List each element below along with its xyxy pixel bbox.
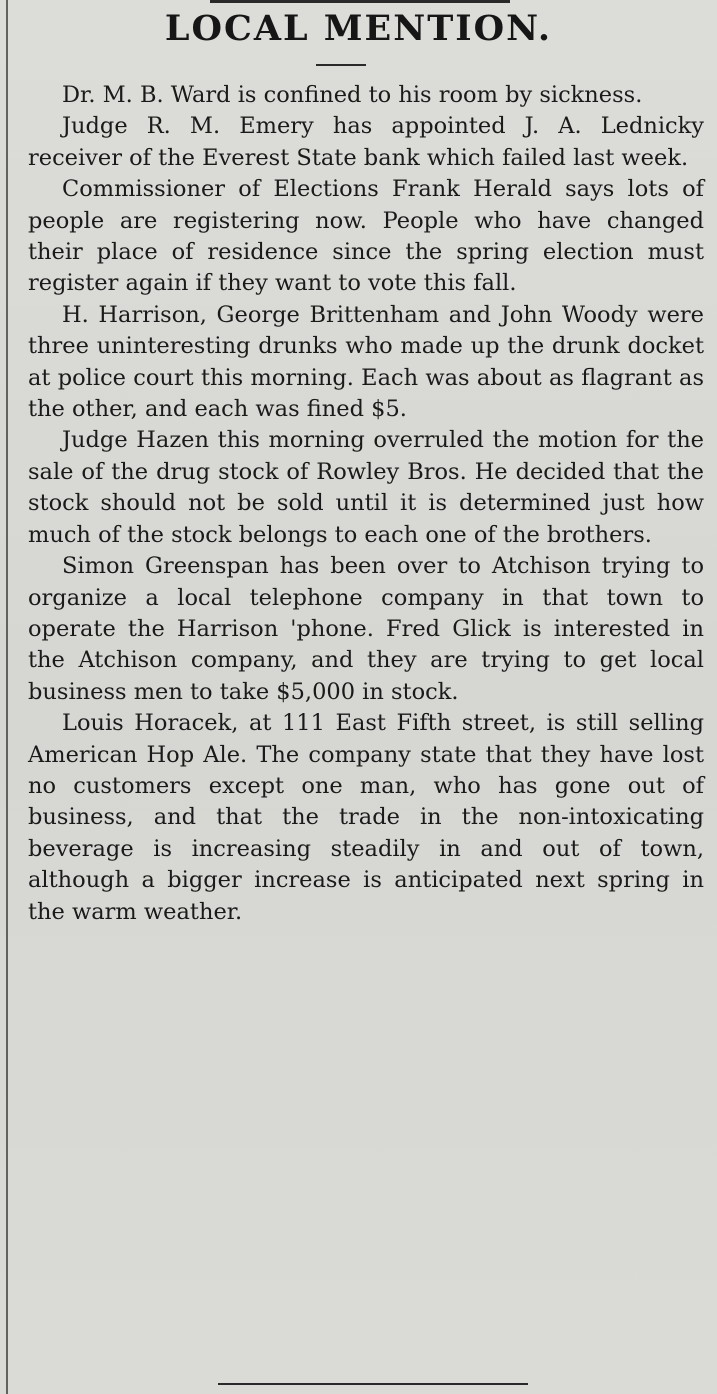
paragraph-ward: Dr. M. B. Ward is confined to his room by sickness. bbox=[62, 82, 643, 108]
paragraph-drunk-docket: H. Harrison, George Brittenham and John Woody were three uninteresting drunks who made up the drunk docket at police court this morning. Each was about as flagrant as the other, and each was fined $5. bbox=[28, 301, 704, 423]
paragraph-herald: Commissioner of Elections Frank Herald says lots of people are registering now. People who have changed their place of residence since the spring election must register again if they want to vote this fall. bbox=[28, 176, 704, 297]
paragraph-emery: Judge R. M. Emery has appointed J. A. Lednicky receiver of the Everest State bank which failed last week. bbox=[28, 113, 704, 171]
paragraph-hazen: Judge Hazen this morning overruled the motion for the sale of the drug stock of Rowley Bros. He decided that the stock should not be sold until it is determined just how much of the stock belongs to each one of the brothers. bbox=[28, 427, 704, 548]
top-rule bbox=[210, 0, 510, 3]
article-body bbox=[28, 80, 704, 928]
column-left-rule bbox=[6, 0, 8, 1394]
headline-divider bbox=[316, 64, 366, 66]
paragraph-horacek: Louis Horacek, at 111 East Fifth street, is still selling American Hop Ale. The company state that they have lost no customers except one man, who has gone out of business, and that the trade in the non-intoxicating beverage is increasing steadily in and out of town, although a bigger increase is anticipated next spring in the warm weather. bbox=[28, 710, 704, 925]
paragraph-greenspan: Simon Greenspan has been over to Atchison trying to organize a local telephone company in that town to operate the Harrison 'phone. Fred Glick is interested in the Atchison company, and they are trying to get local business men to take $5,000 in stock. bbox=[28, 553, 704, 705]
bottom-rule bbox=[218, 1383, 528, 1385]
article-headline: LOCAL MENTION. bbox=[164, 8, 553, 49]
